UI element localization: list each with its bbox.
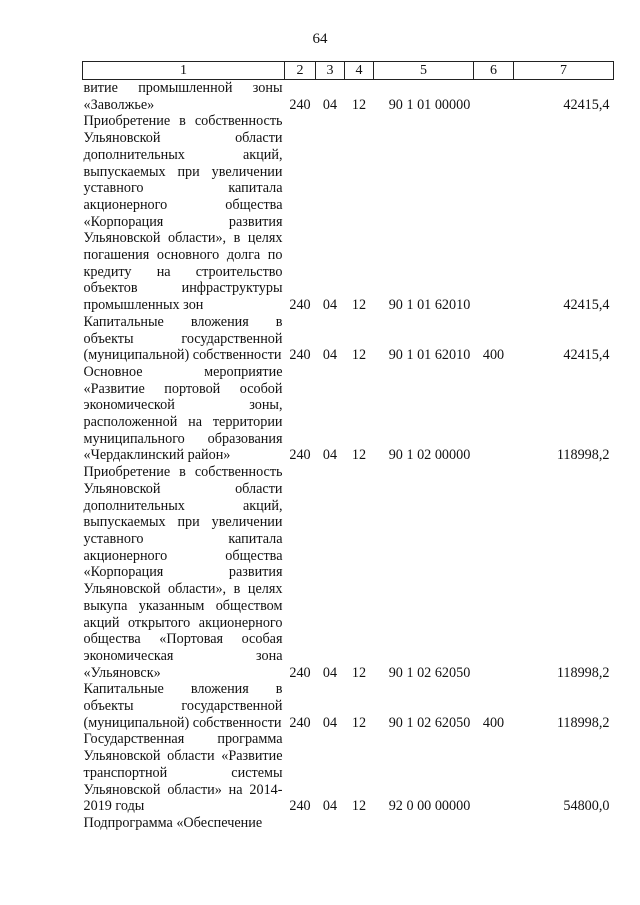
table-row — [83, 364, 614, 464]
row-code-3: 04 — [322, 714, 338, 731]
row-code-3: 04 — [322, 447, 338, 464]
row-code-2: 240 — [289, 96, 311, 113]
row-code-6 — [474, 731, 514, 815]
table-row — [83, 113, 614, 313]
row-code-5 — [374, 815, 474, 832]
row-code-5: 90 1 01 62010 — [388, 347, 471, 364]
row-description: Приобретение в собственность Ульяновской области дополнительных акций, выпускаемых при увеличении уставного капитала акционерного общества «Корпорация развития Ульяновской области», в целях погашения основного долга по кредиту на строительство объектов инфраструктуры промышленных зон — [83, 113, 283, 314]
row-code-4: 12 — [351, 347, 367, 364]
row-amount: 42415,4 — [563, 297, 610, 314]
row-code-6 — [474, 815, 514, 832]
row-code-5: 90 1 02 00000 — [388, 447, 471, 464]
row-code-5: 90 1 02 62050 — [388, 664, 471, 681]
row-amount: 42415,4 — [563, 96, 610, 113]
row-code-2: 240 — [289, 664, 311, 681]
table-row — [83, 681, 614, 731]
row-amount: 118998,2 — [556, 664, 610, 681]
header-row — [83, 62, 614, 80]
row-description: Основное мероприятие «Развитие портовой особой экономической зоны, расположенной на территории муниципального образования «Чердаклинский район» — [83, 363, 283, 464]
row-description: Подпрограмма «Обеспечение — [83, 814, 263, 831]
page-number: 64 — [312, 31, 328, 47]
row-code-4: 12 — [351, 798, 367, 815]
row-description: Приобретение в собственность Ульяновской области дополнительных акций, выпускаемых при увеличении уставного капитала акционерного общества «Корпорация развития Ульяновской области», в целях выкупа указанным обществом акций открытого акционерного общества «Портовая особая экономическая зона «Ульяновск» — [83, 464, 283, 681]
row-code-6 — [474, 364, 514, 464]
row-code-5: 90 1 01 00000 — [388, 96, 471, 113]
row-code-3: 04 — [322, 798, 338, 815]
row-code-5: 92 0 00 00000 — [388, 798, 471, 815]
table-row — [83, 815, 614, 832]
row-code-4: 12 — [351, 96, 367, 113]
row-amount: 118998,2 — [556, 714, 610, 731]
header-col-1: 1 — [83, 62, 285, 80]
table-row — [83, 464, 614, 681]
header-col-5: 5 — [374, 62, 474, 80]
row-code-2: 240 — [289, 347, 311, 364]
row-amount: 118998,2 — [556, 447, 610, 464]
header-col-7: 7 — [514, 62, 614, 80]
row-amount: 54800,0 — [563, 798, 610, 815]
row-code-3 — [316, 815, 345, 832]
row-code-6 — [474, 80, 514, 114]
row-code-3: 04 — [322, 347, 338, 364]
row-code-5: 90 1 01 62010 — [388, 297, 471, 314]
header-col-4: 4 — [345, 62, 374, 80]
row-code-5: 90 1 02 62050 — [388, 714, 471, 731]
row-amount — [514, 815, 614, 832]
row-description: витие промышленной зоны «Заволжье» — [83, 80, 283, 113]
row-code-3: 04 — [322, 297, 338, 314]
row-code-4: 12 — [351, 447, 367, 464]
row-code-3: 04 — [322, 96, 338, 113]
table-header — [83, 62, 614, 80]
table-body — [83, 80, 614, 832]
table-row — [83, 731, 614, 815]
row-code-6 — [474, 113, 514, 313]
row-code-6 — [474, 464, 514, 681]
row-code-2 — [285, 815, 316, 832]
row-code-6: 400 — [482, 714, 505, 731]
row-code-2: 240 — [289, 297, 311, 314]
row-code-6: 400 — [482, 347, 505, 364]
row-code-4: 12 — [351, 297, 367, 314]
row-code-4 — [345, 815, 374, 832]
table-row — [83, 80, 614, 114]
row-amount: 42415,4 — [563, 347, 610, 364]
row-code-4: 12 — [351, 714, 367, 731]
table-row — [83, 314, 614, 364]
row-code-2: 240 — [289, 798, 311, 815]
row-code-2: 240 — [289, 714, 311, 731]
row-description: Государственная программа Ульяновской области «Развитие транспортной системы Ульяновской области» на 2014-2019 годы — [83, 731, 283, 815]
row-code-3: 04 — [322, 664, 338, 681]
row-code-2: 240 — [289, 447, 311, 464]
row-code-4: 12 — [351, 664, 367, 681]
header-col-6: 6 — [474, 62, 514, 80]
budget-table — [82, 61, 614, 832]
row-description: Капитальные вложения в объекты государственной (муниципальной) собственности — [83, 313, 283, 364]
row-description: Капитальные вложения в объекты государственной (муниципальной) собственности — [83, 681, 283, 731]
header-col-3: 3 — [316, 62, 345, 80]
header-col-2: 2 — [285, 62, 316, 80]
